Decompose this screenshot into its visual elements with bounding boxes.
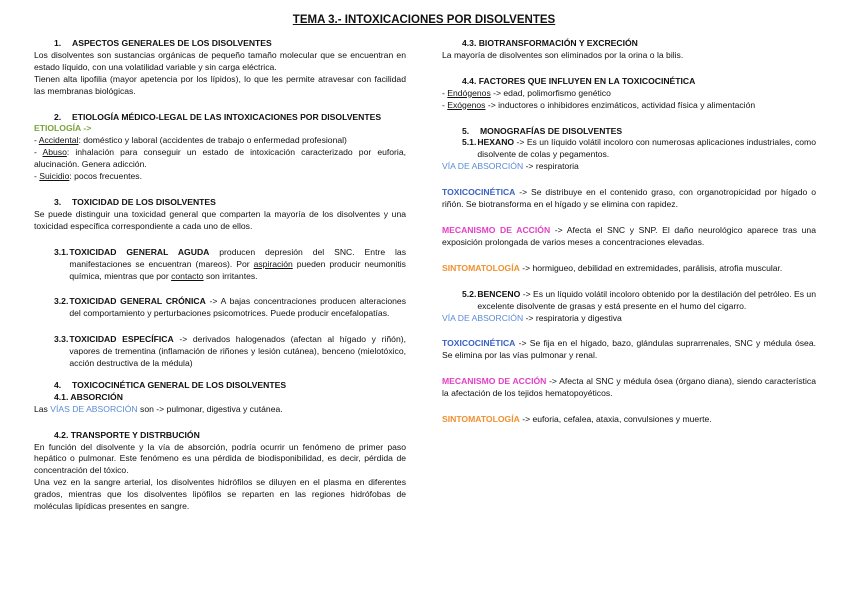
paragraph: Las VÍAS DE ABSORCIÓN son -> pulmonar, digestiva y cutánea. [34,403,283,414]
subsection-3-3: 3.3. TOXICIDAD ESPECÍFICA -> derivados halogenados (afectan al hígado y riñón), vapores de trementina (inflamación de riñones y lesión cutánea), benceno (mielotóxico, acción destructiva de la médula) [54,334,406,369]
section-heading: 4. TOXICOCINÉTICA GENERAL DE LOS DISOLVENTES [54,379,287,390]
subsection-heading: 4.1. ABSORCIÓN [54,391,123,402]
left-column [34,38,406,513]
paragraph: En función del disolvente y la vía de absorción, podría ocurrir un fenómeno de primer paso hepático o pulmonar. Este fenómeno es una pérdida de biodisponibilidad, es decir, pérdida de concentración del tóxico. [34,441,406,476]
list-item: - Endógenos -> edad, polimorfismo genético [442,87,611,98]
subsection-heading: 4.2. TRANSPORTE Y DISTRBUCIÓN [54,429,200,440]
subsection-heading: 4.3. BIOTRANSFORMACIÓN Y EXCRECIÓN [462,38,638,48]
list-item: - Suicidio: pocos frecuentes. [34,171,142,182]
monograph-benceno: 5.2. BENCENO -> Es un líquido volátil incoloro obtenido por la destilación del petróleo. Es un excelente disolvente de grasas y está presente en el humo del cigarro. [462,288,816,311]
paragraph: La mayoría de disolventes son eliminados por la orina o la bilis. [442,49,684,60]
paragraph: Una vez en la sangre arterial, los disolventes hidrófilos se diluyen en el plasma en diferentes grados, mientras que los disolventes lipófilos se reparten en las regiones hidrófobas de moléculas lipídicas presentes en sangre. [34,477,406,512]
subsection-3-2: 3.2. TOXICIDAD GENERAL CRÓNICA -> A bajas concentraciones producen alteraciones del comportamiento y perturbaciones psicomotrices. Puede producir encefalopatías. [54,296,406,319]
sintomatologia: SINTOMATOLOGÍA -> euforia, cefalea, ataxia, convulsiones y muerte. [442,414,712,425]
sintomatologia: SINTOMATOLOGÍA -> hormigueo, debilidad en extremidades, parálisis, atrofia muscular. [442,262,783,273]
subsection-3-1: 3.1. TOXICIDAD GENERAL AGUDA producen depresión del SNC. Entre las manifestaciones se encuentran (mareos). Por aspiración pueden producir neumonitis química, mientras que por contacto son irritantes. [54,246,407,281]
right-column [442,38,816,426]
list-item: - Exógenos -> inductores o inhibidores enzimáticos, actividad física y alimentación [442,99,756,110]
subsection-heading: 4.4. FACTORES QUE INFLUYEN EN LA TOXICOCINÉTICA [462,75,696,86]
page-title: TEMA 3.- INTOXICACIONES POR DISOLVENTES [292,14,556,26]
via-absorcion: VÍA DE ABSORCIÓN -> respiratoria y digestiva [442,312,622,323]
monograph-hexano: 5.1. HEXANO -> Es un líquido volátil incoloro con numerosas aplicaciones industriales, como disolvente de colas y pegamentos. [462,137,816,160]
toxicocinetica: TOXICOCINÉTICA -> Se distribuye en el contenido graso, con organotropicidad por hígado o riñón. Se biotransforma en el hígado y se elimina con rapidez. [442,187,816,210]
etiologia-label: ETIOLOGÍA -> [34,123,92,134]
list-item: - Accidental: doméstico y laboral (accidentes de trabajo o enfermedad profesional) [34,135,347,146]
mecanismo-accion: MECANISMO DE ACCIÓN -> Afecta al SNC y médula ósea (órgano diana), siendo característica la afectación de los tejidos hematopoyéticos. [442,376,816,399]
mecanismo-accion: MECANISMO DE ACCIÓN -> Afecta el SNC y SNP. El daño neurológico aparece tras una exposición prolongada de varios meses a concentraciones elevadas. [442,224,816,247]
section-heading: 1. ASPECTOS GENERALES DE LOS DISOLVENTES [54,38,272,48]
paragraph: Se puede distinguir una toxicidad general que comparten la mayoría de los disolventes y una toxicidad específica correspondiente a cada uno de ellos. [34,208,406,231]
list-item: - Abuso: inhalación para conseguir un estado de intoxicación caracterizado por euforia, alucinación. Genera adicción. [34,147,406,170]
paragraph: Los disolventes son sustancias orgánicas de pequeño tamaño molecular que se encuentran en estado líquido, con una volatilidad variable y sin carga eléctrica. [34,49,406,72]
toxicocinetica: TOXICOCINÉTICA -> Se fija en el hígado, bazo, glándulas suprarrenales, SNC y médula ósea. Se elimina por las vías pulmonar y renal. [442,338,816,361]
via-absorcion: VÍA DE ABSORCIÓN -> respiratoria [442,161,579,172]
section-heading: 3. TOXICIDAD DE LOS DISOLVENTES [54,196,216,207]
section-heading: 2. ETIOLOGÍA MÉDICO-LEGAL DE LAS INTOXICACIONES POR DISOLVENTES [54,111,382,122]
section-heading: 5. MONOGRAFÍAS DE DISOLVENTES [462,125,623,136]
paragraph: Tienen alta lipofilia (mayor apetencia por los lípidos), lo que les permite atravesar con facilidad las membranas biológicas. [34,73,406,96]
